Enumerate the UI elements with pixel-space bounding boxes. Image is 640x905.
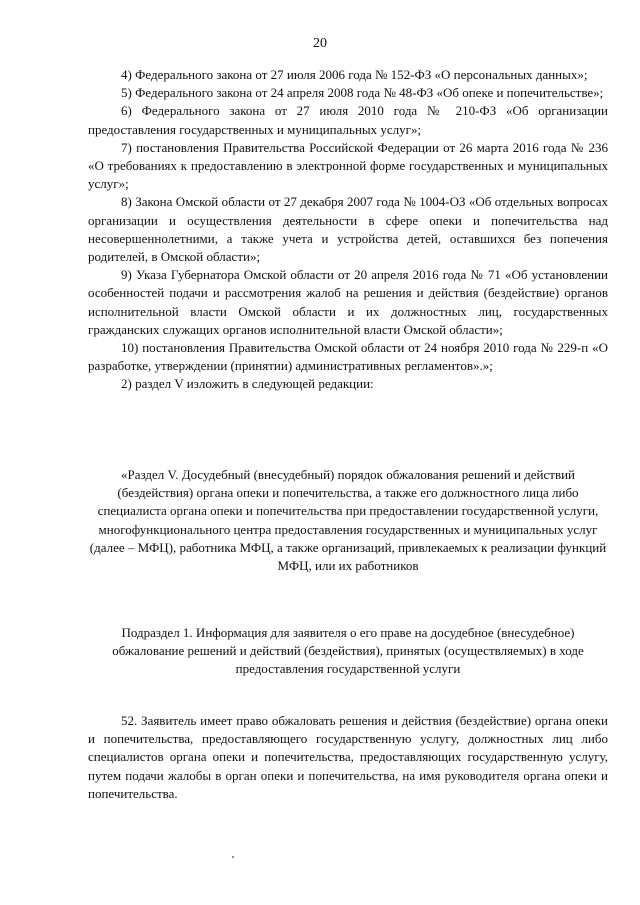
subsection-title: Подраздел 1. Информация для заявителя о его праве на досудебное (внесудебное) обжалование решений и действий (бездействия), принятых (осуществляемых) в ходе предоставления государственной услуги <box>112 625 584 677</box>
section-title: «Раздел V. Досудебный (внесудебный) порядок обжалования решений и действий (бездействия) органа опеки и попечительства, а также его должностного лица либо специалиста органа опеки и попечительства при предоставлении государственной услуги, многофункционального центра предоставления государственных и муниципальных услуг (далее – МФЦ), работника МФЦ, а также организаций, привлекаемых к реализации функций МФЦ, или их работников <box>89 467 607 574</box>
list-item: 6) Федерального закона от 27 июля 2010 года № 210-ФЗ «Об организации предоставления государственных и муниципальных услуг»; <box>88 103 608 137</box>
list-item: 7) постановления Правительства Российской Федерации от 26 марта 2016 года № 236 «О требованиях к предоставлению в электронной форме государственных и муниципальных услуг»; <box>88 139 608 192</box>
list-item: 9) Указа Губернатора Омской области от 20 апреля 2016 года № 71 «Об установлении особенностей подачи и рассмотрения жалоб на решения и действия (бездействие) органов исполнительной власти Омской области и их должностных лиц, государственных гражданских служащих органов исполнительной власти Омской области»; <box>88 267 608 337</box>
list-item: 8) Закона Омской области от 27 декабря 2007 года № 1004-ОЗ «Об отдельных вопросах организации и осуществления деятельности в сфере опеки и попечительства над несовершеннолетними, а также учета и устройства детей, оставшихся без попечения родителей, в Омской области»; <box>88 194 608 265</box>
page-number: 20 <box>313 36 327 51</box>
paragraph-52: 52. Заявитель имеет право обжаловать решения и действия (бездействие) органа опеки и попечительства, предоставляющего государственную услугу, должностных лиц либо специалистов органа опеки и попечительства, предоставляющих государственную услугу, путем подачи жалобы в орган опеки и попечительства, на имя руководителя органа опеки и попечительства. <box>88 713 608 801</box>
list-item: 4) Федерального закона от 27 июля 2006 года № 152-ФЗ «О персональных данных»; <box>121 67 588 82</box>
list-item: 2) раздел V изложить в следующей редакции: <box>121 376 374 392</box>
scan-speck <box>232 856 234 858</box>
amendment-list <box>88 66 608 394</box>
list-item: 5) Федерального закона от 24 апреля 2008 года № 48-ФЗ «Об опеке и попечительстве»; <box>121 85 604 101</box>
list-item: 10) постановления Правительства Омской области от 24 ноября 2010 года № 229-п «О разработке, утверждении (принятии) административных регламентов».»; <box>88 340 608 374</box>
